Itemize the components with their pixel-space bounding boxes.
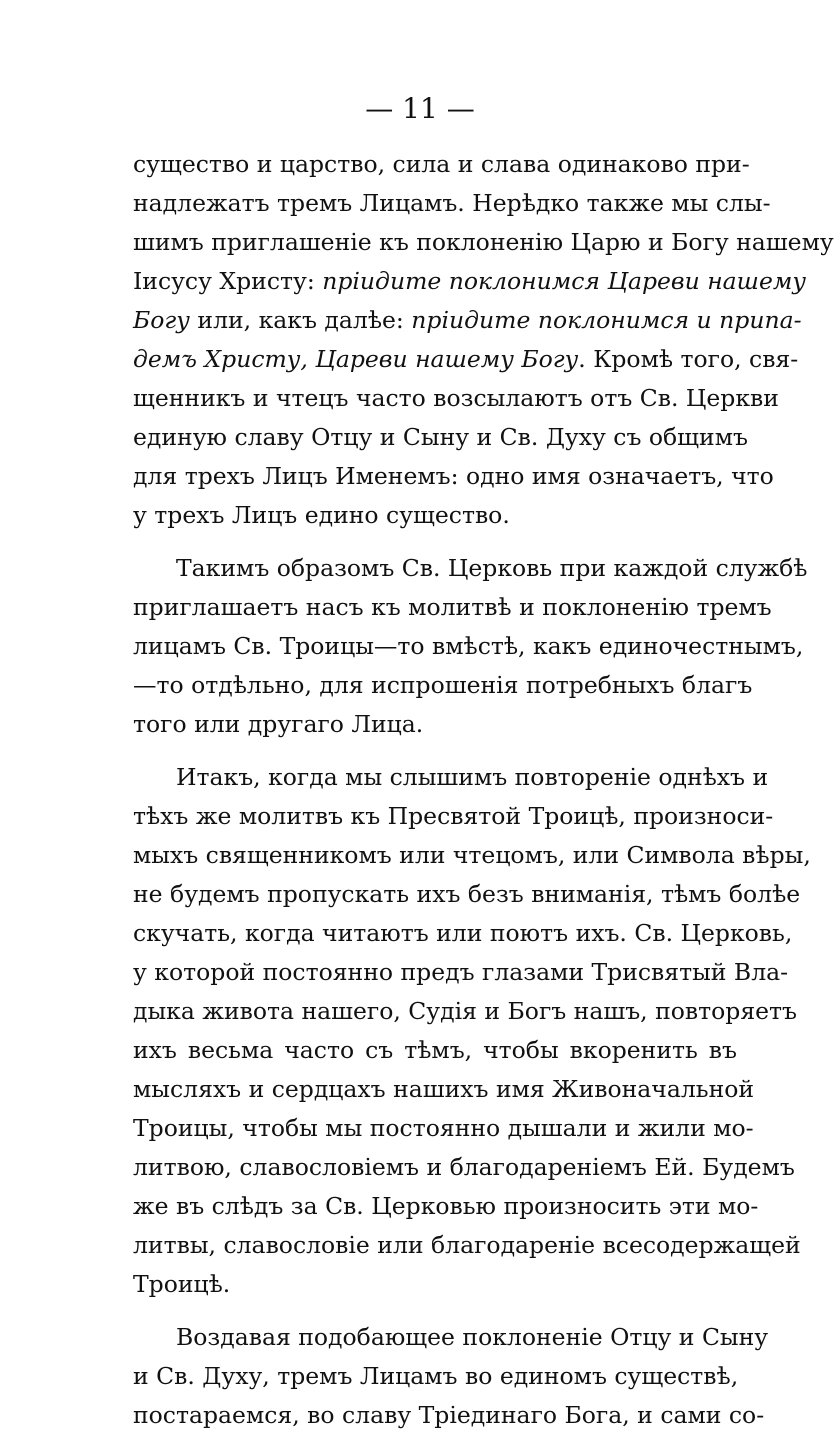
text-segment: Такимъ образомъ Св. Церковь при каждой службѣ <box>176 554 808 582</box>
text-line <box>133 1031 737 1070</box>
text-segment: у трехъ Лицъ едино существо. <box>133 501 510 529</box>
text-line <box>133 588 772 627</box>
text-segment: литвы, славословiе или благодаренiе всесодержащей <box>133 1231 801 1259</box>
text-segment: шимъ приглашенiе къ поклоненiю Царю и Богу нашему <box>133 228 834 256</box>
text-line <box>133 301 802 340</box>
page-number: — 11 — <box>365 92 475 125</box>
text-segment: Воздавая подобающее поклоненiе Отцу и Сыну <box>176 1323 769 1351</box>
text-line <box>133 184 771 223</box>
italic-quote: Богу <box>133 306 190 334</box>
text-segment: у которой постоянно предъ глазами Трисвятый Вла- <box>133 958 789 986</box>
text-line <box>133 627 804 666</box>
text-line <box>133 1109 754 1148</box>
text-segment: единую славу Отцу и Сыну и Св. Духу съ общимъ <box>133 423 748 451</box>
text-line <box>133 1318 769 1357</box>
text-segment: ихъ весьма часто съ тѣмъ, чтобы вкоренить въ <box>133 1036 737 1064</box>
italic-quote: прiидите поклонимся Цареви нашему <box>322 267 806 295</box>
text-line <box>133 797 774 836</box>
text-segment: приглашаетъ насъ къ молитвѣ и поклоненiю тремъ <box>133 593 772 621</box>
text-line <box>133 1357 737 1396</box>
text-segment: —то отдѣльно, для испрошенiя потребныхъ благъ <box>133 671 753 699</box>
italic-quote: прiидите поклонимся и припа- <box>411 306 802 334</box>
text-line <box>133 262 806 301</box>
text-line <box>133 705 737 744</box>
text-line <box>133 666 753 705</box>
text-segment: Итакъ, когда мы слышимъ повторенiе однѣхъ и <box>176 763 769 791</box>
text-line <box>133 379 779 418</box>
text-segment: дыка живота нашего, Судiя и Богъ нашъ, повторяетъ <box>133 997 798 1025</box>
text-segment: существо и царство, сила и слава одинаково при- <box>133 150 750 178</box>
text-segment: . Кромѣ того, свя- <box>578 345 799 373</box>
text-segment: литвою, славословiемъ и благодаренiемъ Ей. Будемъ <box>133 1153 795 1181</box>
text-line <box>133 1187 759 1226</box>
text-line <box>133 1265 737 1304</box>
text-segment: Iисусу Христу: <box>133 267 323 295</box>
text-line <box>133 758 769 797</box>
text-line <box>133 145 750 184</box>
text-segment: мыхъ священникомъ или чтецомъ, или Символа вѣры, <box>133 841 811 869</box>
text-segment: и Св. Духу, тремъ Лицамъ во единомъ существѣ, <box>133 1362 739 1390</box>
text-segment: того или другаго Лица. <box>133 710 424 738</box>
text-line <box>133 340 799 379</box>
text-line <box>133 223 834 262</box>
text-line <box>133 836 811 875</box>
text-segment: мысляхъ и сердцахъ нашихъ имя Живоначальной <box>133 1075 755 1103</box>
text-line <box>133 1070 755 1109</box>
text-segment: для трехъ Лицъ Именемъ: одно имя означаетъ, что <box>133 462 774 490</box>
text-line <box>133 549 808 588</box>
text-line <box>133 953 789 992</box>
text-column <box>133 145 834 1435</box>
text-line <box>133 496 737 535</box>
text-segment: тѣхъ же молитвъ къ Пресвятой Троицѣ, произноси- <box>133 802 774 830</box>
text-segment: скучать, когда читаютъ или поютъ ихъ. Св. Церковь, <box>133 919 793 947</box>
text-segment: Троицѣ. <box>133 1270 231 1298</box>
text-line <box>133 875 801 914</box>
text-segment: или, какъ далѣе: <box>189 306 412 334</box>
text-segment: щенникъ и чтецъ часто возсылаютъ отъ Св. Церкви <box>133 384 779 412</box>
text-line <box>133 1396 765 1435</box>
text-segment: надлежатъ тремъ Лицамъ. Нерѣдко также мы слы- <box>133 189 771 217</box>
text-line <box>133 1148 795 1187</box>
text-line <box>133 992 798 1031</box>
text-segment: постараемся, во славу Трiединаго Бога, и сами со- <box>133 1401 765 1429</box>
text-segment: не будемъ пропускать ихъ безъ вниманiя, тѣмъ болѣе <box>133 880 801 908</box>
text-segment: же въ слѣдъ за Св. Церковью произносить эти мо- <box>133 1192 759 1220</box>
text-line <box>133 418 748 457</box>
text-line <box>133 457 774 496</box>
text-segment: Троицы, чтобы мы постоянно дышали и жили мо- <box>133 1114 754 1142</box>
text-line <box>133 1226 801 1265</box>
text-segment: лицамъ Св. Троицы—то вмѣстѣ, какъ единочестнымъ, <box>133 632 804 660</box>
italic-quote: демъ Христу, Цареви нашему Богу <box>133 345 579 373</box>
text-line <box>133 914 793 953</box>
